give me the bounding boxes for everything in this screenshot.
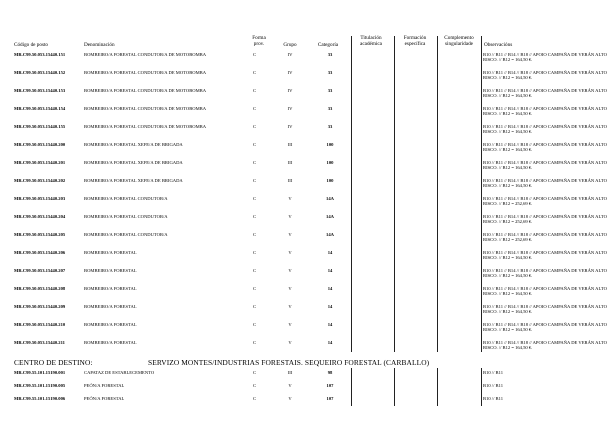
categoria-cell: 33 — [327, 52, 333, 57]
codigo-cell: MR.C99.50.053.15440.207 — [14, 268, 66, 273]
codigo-cell: MR.C99.50.053.15440.210 — [14, 322, 66, 327]
table-row — [0, 322, 615, 340]
header-formacion: Formación específica — [403, 35, 427, 47]
forma-cell: C — [253, 142, 257, 147]
categoria-cell: 107 — [326, 383, 334, 388]
categoria-cell: 14 — [327, 286, 333, 291]
observacions-cell: B10 // B11 // B14 // B18 // APOIO CAMPAÑA DE VERÁN ALTO RISCO. // B12 = 164,50 €. — [483, 178, 607, 189]
grupo-cell: V — [288, 196, 292, 201]
table-row — [0, 286, 615, 304]
header-forma-prov: Forma prov. — [252, 35, 266, 47]
observacions-cell: B10 // B11 // B14 // B18 // APOIO CAMPAÑA DE VERÁN ALTO RISCO. // B12 = 164,50 €. — [483, 70, 607, 81]
grupo-cell: IV — [287, 70, 293, 75]
forma-cell: C — [253, 232, 257, 237]
categoria-cell: 107 — [326, 396, 334, 401]
table-row — [0, 268, 615, 286]
grupo-cell: V — [288, 322, 292, 327]
denominacion-cell: BOMBEIRO/A FORESTAL CONDUTOR/A — [84, 232, 168, 237]
categoria-cell: 33 — [327, 88, 333, 93]
table-row — [0, 340, 615, 358]
table-row — [0, 52, 615, 70]
denominacion-cell: BOMBEIRO/A FORESTAL XEFE/A DE BRIGADA — [84, 160, 183, 165]
codigo-cell: MR.C99.55.101.15190.006 — [14, 396, 66, 401]
forma-cell: C — [253, 268, 257, 273]
table-row — [0, 70, 615, 88]
forma-cell: C — [253, 70, 257, 75]
categoria-cell: 14 — [327, 340, 333, 345]
categoria-cell: 14 — [327, 322, 333, 327]
categoria-cell: 14A — [326, 196, 334, 201]
observacions-cell: B10 // B11 // B14 // B18 // APOIO CAMPAÑA DE VERÁN ALTO RISCO. // B12 = 164,50 €. — [483, 340, 607, 351]
observacions-cell: B10 // B11 // B14 // B18 // APOIO CAMPAÑA DE VERÁN ALTO RISCO. // B12 = 252,69 €. — [483, 196, 607, 207]
header-denominacion: Denominación — [84, 42, 115, 48]
table-row — [0, 396, 615, 408]
categoria-cell: 100 — [326, 160, 334, 165]
table-row — [0, 232, 615, 250]
header-categoria: Categoría — [317, 42, 339, 48]
forma-cell: C — [253, 196, 257, 201]
categoria-cell: 14A — [326, 232, 334, 237]
codigo-cell: MR.C99.50.053.15440.202 — [14, 178, 66, 183]
categoria-cell: 14 — [327, 250, 333, 255]
codigo-cell: MR.C99.50.053.15440.209 — [14, 304, 66, 309]
table-row — [0, 196, 615, 214]
categoria-cell: 98 — [327, 370, 333, 375]
grupo-cell: IV — [287, 124, 293, 129]
table-row — [0, 304, 615, 322]
denominacion-cell: BOMBEIRO/A FORESTAL — [84, 322, 137, 327]
table-row — [0, 142, 615, 160]
observacions-cell: B10 // B11 // B14 // B18 // APOIO CAMPAÑA DE VERÁN ALTO RISCO. // B12 = 164,50 €. — [483, 250, 607, 261]
observacions-cell: B10 // B11 // B14 // B18 // APOIO CAMPAÑA DE VERÁN ALTO RISCO. // B12 = 252,69 €. — [483, 232, 607, 243]
grupo-cell: V — [288, 396, 292, 401]
denominacion-cell: BOMBEIRO/A FORESTAL — [84, 286, 137, 291]
denominacion-cell: PEÓN/A FORESTAL — [84, 396, 125, 401]
observacions-cell: B10 // B11 // B14 // B18 // APOIO CAMPAÑA DE VERÁN ALTO RISCO. // B12 = 164,50 €. — [483, 304, 607, 315]
grupo-cell: IV — [287, 106, 293, 111]
denominacion-cell: BOMBEIRO/A FORESTAL CONDUTOR/A DE MOTOBOMBA — [84, 106, 207, 111]
table-row — [0, 106, 615, 124]
codigo-cell: MR.C99.50.053.15440.151 — [14, 52, 66, 57]
forma-cell: C — [253, 322, 257, 327]
table-row — [0, 88, 615, 106]
table-row — [0, 383, 615, 395]
observacions-cell: B10 // B11 // B14 // B18 // APOIO CAMPAÑA DE VERÁN ALTO RISCO. // B12 = 164,50 €. — [483, 286, 607, 297]
categoria-cell: 14 — [327, 268, 333, 273]
denominacion-cell: BOMBEIRO/A FORESTAL — [84, 268, 137, 273]
categoria-cell: 100 — [326, 178, 334, 183]
categoria-cell: 33 — [327, 70, 333, 75]
codigo-cell: MR.C99.50.053.15440.208 — [14, 286, 66, 291]
denominacion-cell: BOMBEIRO/A FORESTAL — [84, 250, 137, 255]
header-grupo: Grupo — [283, 42, 297, 48]
categoria-cell: 100 — [326, 142, 334, 147]
table-row — [0, 370, 615, 382]
observacions-cell: B10 // B11 // B14 // B18 // APOIO CAMPAÑA DE VERÁN ALTO RISCO. // B12 = 164,50 €. — [483, 322, 607, 333]
codigo-cell: MR.C99.50.053.15440.153 — [14, 88, 66, 93]
forma-cell: C — [253, 250, 257, 255]
codigo-cell: MR.C99.50.053.15440.201 — [14, 160, 66, 165]
categoria-cell: 33 — [327, 124, 333, 129]
codigo-cell: MR.C99.55.101.15190.001 — [14, 370, 66, 375]
observacions-cell: B10 // B11 // B14 // B18 // APOIO CAMPAÑA DE VERÁN ALTO RISCO. // B12 = 164,50 €. — [483, 88, 607, 99]
denominacion-cell: BOMBEIRO/A FORESTAL CONDUTOR/A DE MOTOBOMBA — [84, 52, 207, 57]
header-titulacion: Titulación académica — [360, 35, 382, 47]
grupo-cell: III — [287, 142, 293, 147]
observacions-cell: B10 // B11 // B14 // B18 // APOIO CAMPAÑA DE VERÁN ALTO RISCO. // B12 = 164,50 €. — [483, 124, 607, 135]
forma-cell: C — [253, 178, 257, 183]
table-row — [0, 250, 615, 268]
table-row — [0, 160, 615, 178]
codigo-cell: MR.C99.50.053.15440.203 — [14, 196, 66, 201]
denominacion-cell: CAPATAZ DE ESTABLECEMENTO — [84, 370, 155, 375]
grupo-cell: III — [287, 160, 293, 165]
observacions-cell: B10 // B11 // B14 // B18 // APOIO CAMPAÑA DE VERÁN ALTO RISCO. // B12 = 164,50 €. — [483, 268, 607, 279]
grupo-cell: V — [288, 232, 292, 237]
forma-cell: C — [253, 370, 257, 375]
grupo-cell: V — [288, 340, 292, 345]
codigo-cell: MR.C99.50.053.15440.206 — [14, 250, 66, 255]
codigo-cell: MR.C99.50.053.15440.200 — [14, 142, 66, 147]
header-complemento: Complemento singularidade — [444, 35, 474, 47]
grupo-cell: III — [287, 370, 293, 375]
grupo-cell: V — [288, 250, 292, 255]
section-centro-destino — [14, 358, 430, 367]
forma-cell: C — [253, 304, 257, 309]
denominacion-cell: BOMBEIRO/A FORESTAL — [84, 304, 137, 309]
categoria-cell: 14A — [326, 214, 334, 219]
denominacion-cell: BOMBEIRO/A FORESTAL CONDUTOR/A — [84, 214, 168, 219]
categoria-cell: 33 — [327, 106, 333, 111]
denominacion-cell: BOMBEIRO/A FORESTAL CONDUTOR/A DE MOTOBOMBA — [84, 88, 207, 93]
forma-cell: C — [253, 160, 257, 165]
forma-cell: C — [253, 286, 257, 291]
forma-cell: C — [253, 124, 257, 129]
section-label: CENTRO DE DESTINO: — [14, 358, 93, 367]
observacions-cell: B10 // B11 // B14 // B18 // APOIO CAMPAÑA DE VERÁN ALTO RISCO. // B12 = 164,50 €. — [483, 160, 607, 171]
grupo-cell: III — [287, 178, 293, 183]
header-codigo: Código de posto — [14, 42, 49, 48]
categoria-cell: 14 — [327, 304, 333, 309]
observacions-cell: B10 // B11 // B14 // B18 // APOIO CAMPAÑA DE VERÁN ALTO RISCO. // B12 = 164,50 €. — [483, 142, 607, 153]
table-row — [0, 178, 615, 196]
grupo-cell: V — [288, 214, 292, 219]
section-value: SERVIZO MONTES/INDUSTRIAS FORESTAIS. SEQUEIRO FORESTAL (CARBALLO) — [148, 358, 430, 367]
observacions-cell: B10 // B11 // B14 // B18 // APOIO CAMPAÑA DE VERÁN ALTO RISCO. // B12 = 164,50 €. — [483, 106, 607, 117]
codigo-cell: MR.C99.50.053.15440.154 — [14, 106, 66, 111]
denominacion-cell: BOMBEIRO/A FORESTAL XEFE/A DE BRIGADA — [84, 142, 183, 147]
table-row — [0, 124, 615, 142]
observacions-cell: B10 // B11 — [483, 370, 503, 375]
codigo-cell: MR.C99.55.101.15190.005 — [14, 383, 66, 388]
observacions-cell: B10 // B11 // B14 // B18 // APOIO CAMPAÑA DE VERÁN ALTO RISCO. // B12 = 252,69 €. — [483, 214, 607, 225]
denominacion-cell: BOMBEIRO/A FORESTAL CONDUTOR/A DE MOTOBOMBA — [84, 124, 207, 129]
grupo-cell: IV — [287, 52, 293, 57]
denominacion-cell: BOMBEIRO/A FORESTAL XEFE/A DE BRIGADA — [84, 178, 183, 183]
denominacion-cell: BOMBEIRO/A FORESTAL CONDUTOR/A DE MOTOBOMBA — [84, 70, 207, 75]
forma-cell: C — [253, 88, 257, 93]
table-row — [0, 214, 615, 232]
observacions-cell: B10 // B11 — [483, 383, 503, 388]
codigo-cell: MR.C99.50.053.15440.152 — [14, 70, 66, 75]
grupo-cell: V — [288, 268, 292, 273]
denominacion-cell: BOMBEIRO/A FORESTAL — [84, 340, 137, 345]
header-observacions: Observacións — [484, 42, 513, 48]
denominacion-cell: BOMBEIRO/A FORESTAL CONDUTOR/A — [84, 196, 168, 201]
forma-cell: C — [253, 340, 257, 345]
observacions-cell: B10 // B11 — [483, 396, 503, 401]
forma-cell: C — [253, 52, 257, 57]
denominacion-cell: PEÓN/A FORESTAL — [84, 383, 125, 388]
codigo-cell: MR.C99.50.053.15440.205 — [14, 232, 66, 237]
codigo-cell: MR.C99.50.053.15440.211 — [14, 340, 65, 345]
forma-cell: C — [253, 396, 257, 401]
grupo-cell: V — [288, 304, 292, 309]
codigo-cell: MR.C99.50.053.15440.155 — [14, 124, 66, 129]
grupo-cell: V — [288, 286, 292, 291]
forma-cell: C — [253, 214, 257, 219]
grupo-cell: V — [288, 383, 292, 388]
forma-cell: C — [253, 383, 257, 388]
observacions-cell: B10 // B11 // B14 // B18 // APOIO CAMPAÑA DE VERÁN ALTO RISCO. // B12 = 164,50 €. — [483, 52, 607, 63]
codigo-cell: MR.C99.50.053.15440.204 — [14, 214, 66, 219]
forma-cell: C — [253, 106, 257, 111]
grupo-cell: IV — [287, 88, 293, 93]
